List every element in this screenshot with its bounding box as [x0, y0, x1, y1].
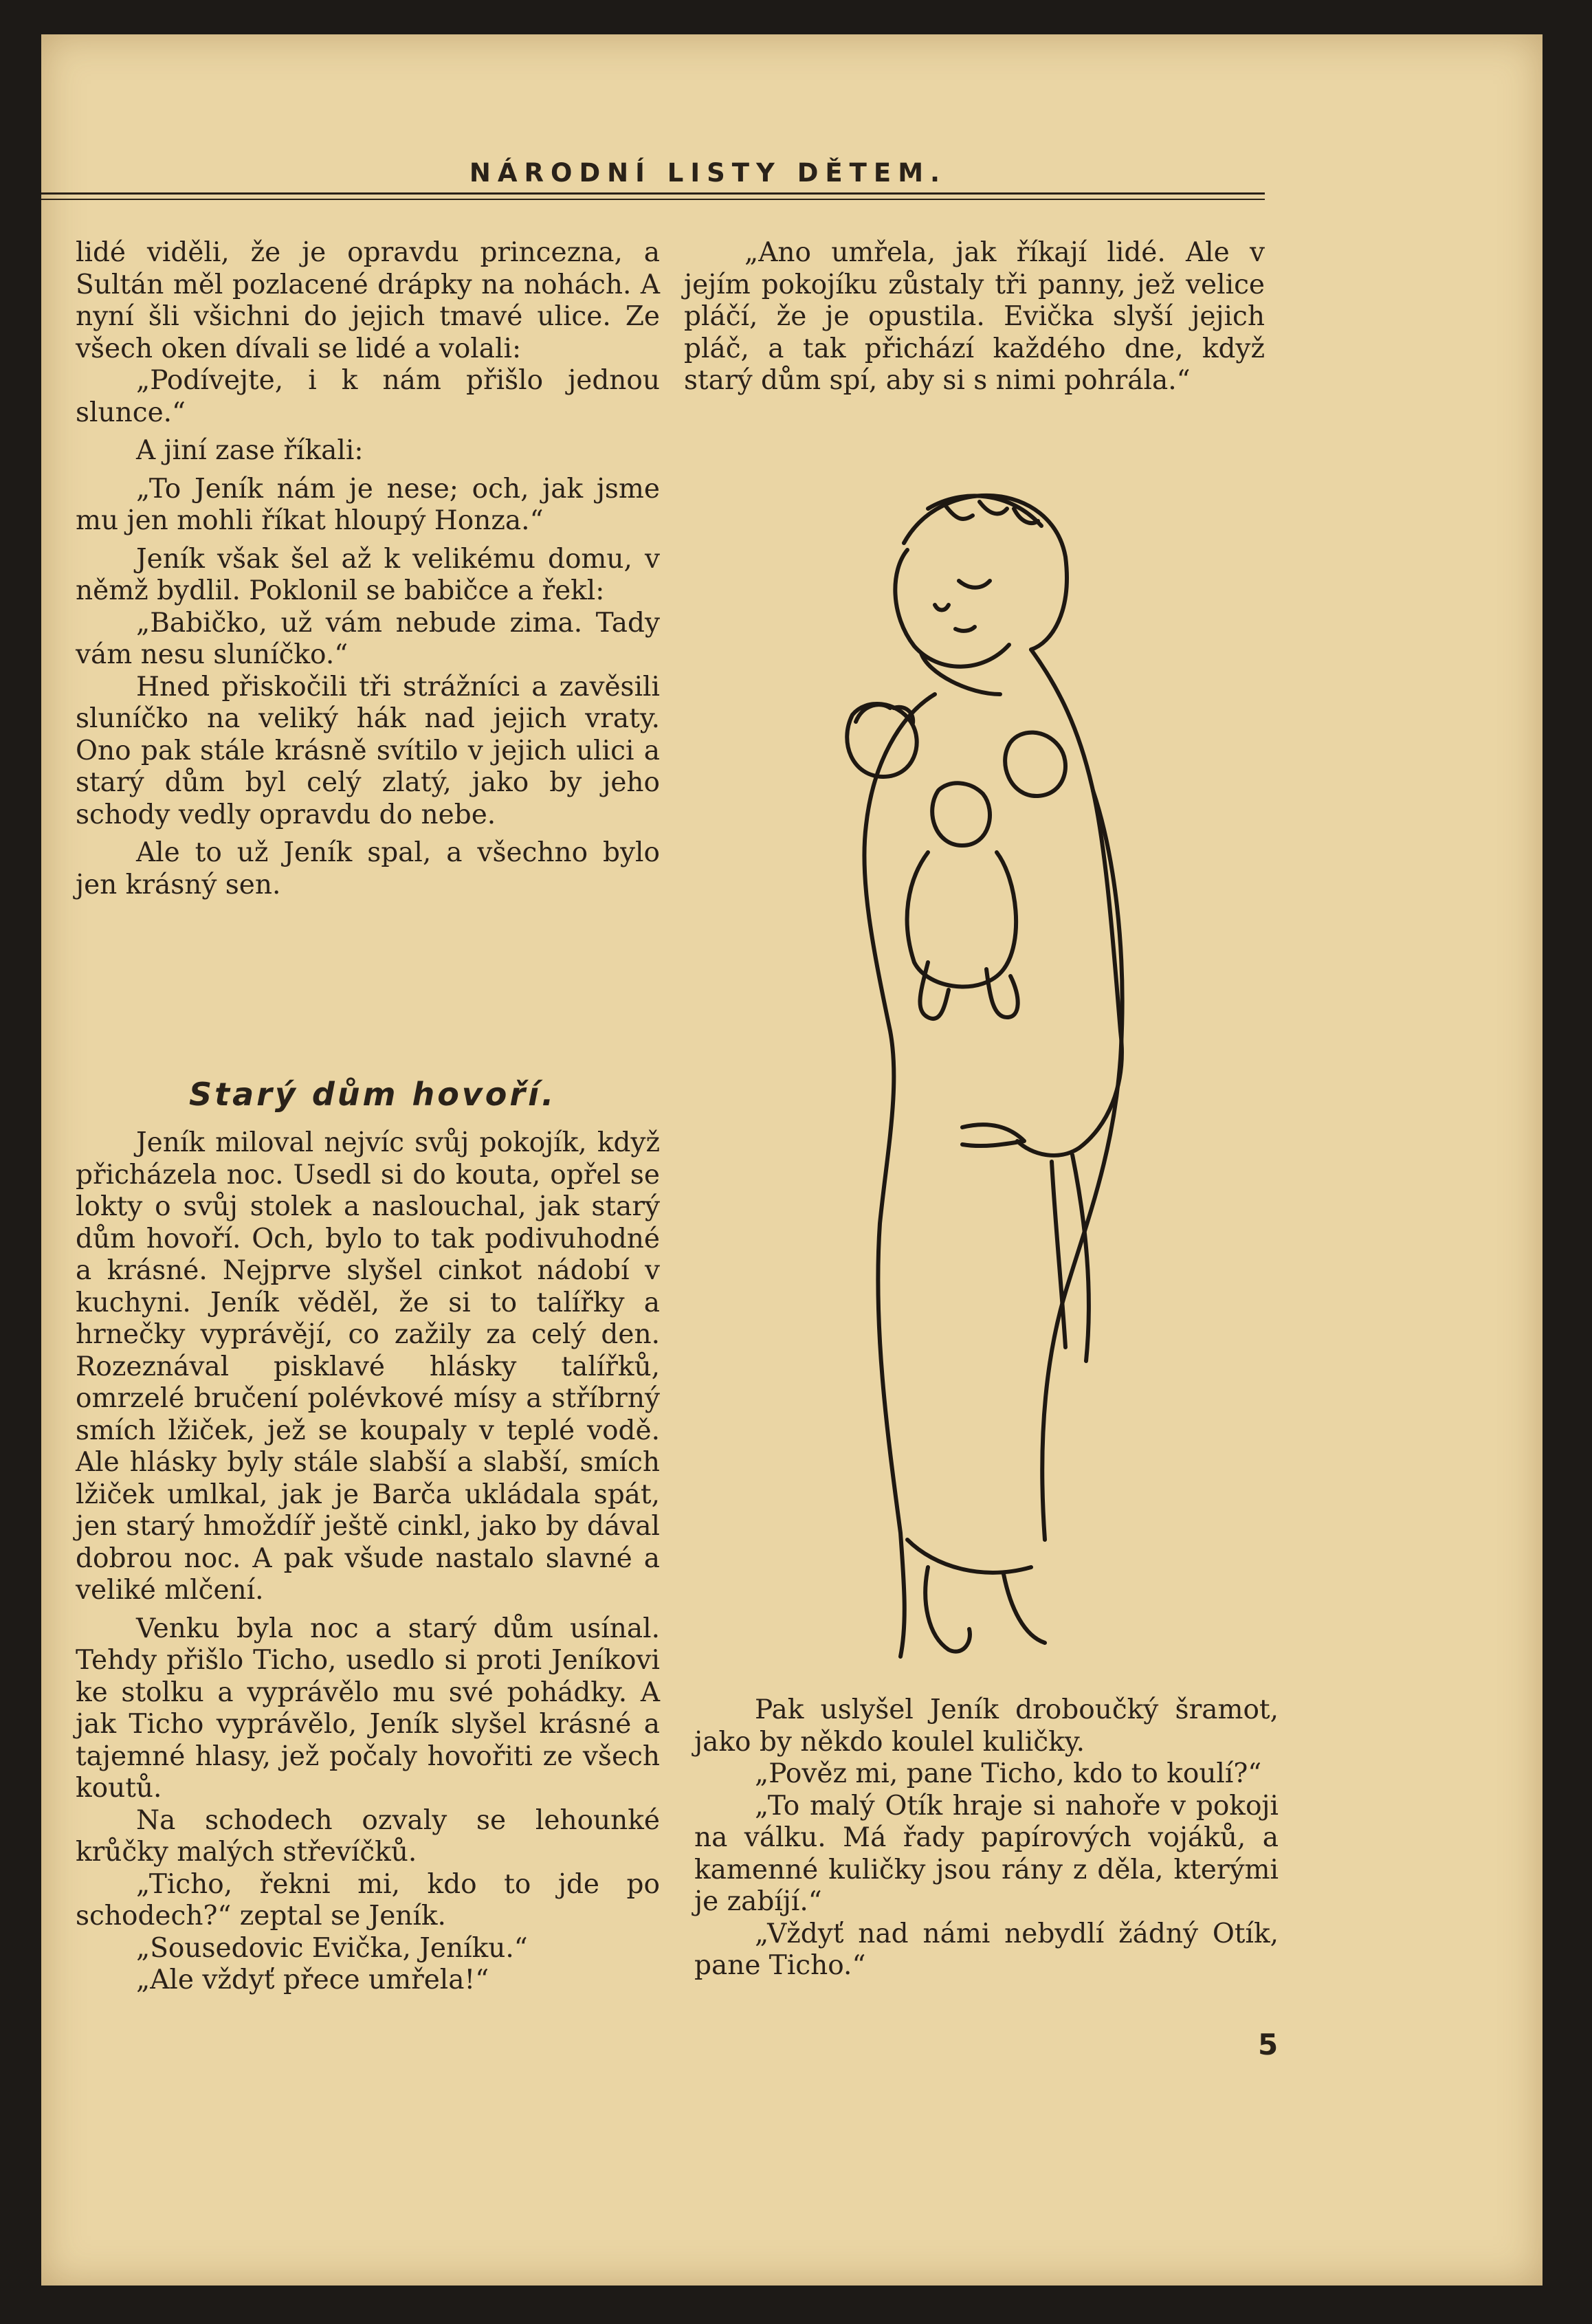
dress-outline-left [864, 694, 935, 1657]
paragraph: „Sousedovic Evička, Jeníku.“ [136, 1932, 528, 1964]
paragraph: „Babičko, už vám nebude zima. Tady vám nesu sluníčko.“ [76, 607, 660, 670]
right-column-bottom [694, 1694, 1279, 1982]
dress-hem-and-feet [907, 1540, 1045, 1652]
paragraph: „Vždyť nad námi nebydlí žádný Otík, pane Ticho.“ [694, 1918, 1279, 1981]
hand [962, 1125, 1024, 1146]
paragraph: Hned přiskočili tři strážníci a zavěsili sluníčko na veliký hák nad jejich vraty. Ono pak stále krásně svítilo v jejich ulici a starý dům byl celý zlatý, jako by jeho schody vedly opravdu do nebe. [76, 671, 660, 830]
hair-braid [928, 496, 1041, 526]
girl-with-dolls-illustration [825, 467, 1182, 1677]
paragraph: „Ticho, řekni mi, kdo to jde po schodech?“ zeptal se Jeník. [76, 1868, 660, 1932]
paragraph: „Podívejte, i k nám přišlo jednou slunce.“ [76, 365, 660, 428]
header-rule-thin [41, 199, 1265, 200]
paragraph: lidé viděli, že je opravdu princezna, a Sultán měl pozlacené drápky na nohách. A nyní šli všichni do jejich tmavé ulice. Ze všech oken dívali se lidé a volali: [76, 237, 660, 364]
page-number: 5 [1258, 2028, 1279, 2061]
paragraph: Venku byla noc a starý dům usínal. Tehdy přišlo Ticho, usedlo si proti Jeníkovi ke stolku a vyprávělo mu své pohádky. A jak Ticho vyprávělo, Jeník slyšel krásné a tajemné hlasy, jež počaly hovořiti ze všech koutů. [76, 1613, 660, 1804]
left-column-bottom [76, 1127, 660, 1997]
paragraph: Na schodech ozvaly se lehounké krůčky malých střevíčků. [76, 1804, 660, 1868]
closed-eye [959, 581, 990, 588]
paragraph: „Ale vždyť přece umřela!“ [136, 1965, 489, 1995]
paragraph: „Ano umřela, jak říkají lidé. Ale v jejím pokojíku zůstaly tři panny, jež velice pláčí, že je opustila. Evička slyší jejich pláč, a tak přichází každého dne, když starý dům spí, aby si s nimi pohrála.“ [684, 237, 1265, 396]
doll-head-middle [932, 783, 990, 845]
paragraph: Jeník však šel až k velikému domu, v němž bydlil. Poklonil se babičce a řekl: [76, 543, 660, 606]
doll-head-right [1005, 733, 1065, 796]
paragraph: Jeník miloval nejvíc svůj pokojík, když přicházela noc. Usedl si do kouta, opřel se lokty o svůj stolek a naslouchal, jak starý dům hovoří. Och, bylo to tak podivuhodné a krásné. Nejprve slyšel cinkot nádobí v kuchyni. Jeník věděl, že si to talířky a hrnečky vyprávějí, co zažily za celý den. Rozeznával pisklavé hlásky talířků, omrzelé bručení polévkové mísy a stříbrný smích lžiček, jež se koupaly v teplé vodě. Ale hlásky byly stále slabší a slabší, smích lžiček umlkal, jak je Barča ukládala spát, jen starý hmoždíř ještě cinkl, jako by dával dobrou noc. A pak všude nastalo slavné a veliké mlčení. [76, 1127, 660, 1606]
right-column-top [684, 237, 1265, 397]
doll-body [907, 852, 1017, 986]
face-feature [935, 605, 975, 631]
head-outline [895, 550, 1009, 667]
sleeve [1017, 1031, 1122, 1155]
left-column-top [76, 237, 660, 901]
paragraph: „Pověz mi, pane Ticho, kdo to koulí?“ [755, 1758, 1262, 1789]
page-header: NÁRODNÍ LISTY DĚTEM. [469, 158, 947, 188]
section-title: Starý dům hovoří. [189, 1076, 557, 1113]
hair-outline [904, 496, 1067, 650]
paragraph: Pak uslyšel Jeník droboučký šramot, jako by někdo koulel kuličky. [694, 1694, 1279, 1758]
header-rule [41, 192, 1265, 195]
paragraph: A jiní zase říkali: [136, 435, 364, 466]
paragraph: „To Jeník nám je nese; och, jak jsme mu jen mohli říkat hloupý Honza.“ [76, 473, 660, 536]
paragraph: „To malý Otík hraje si nahoře v pokoji na válku. Má řady papírových vojáků, a kamenné kuličky jsou rány z děla, kterými je zabíjí.“ [694, 1790, 1279, 1917]
paragraph: Ale to už Jeník spal, a všechno bylo jen krásný sen. [76, 837, 660, 900]
